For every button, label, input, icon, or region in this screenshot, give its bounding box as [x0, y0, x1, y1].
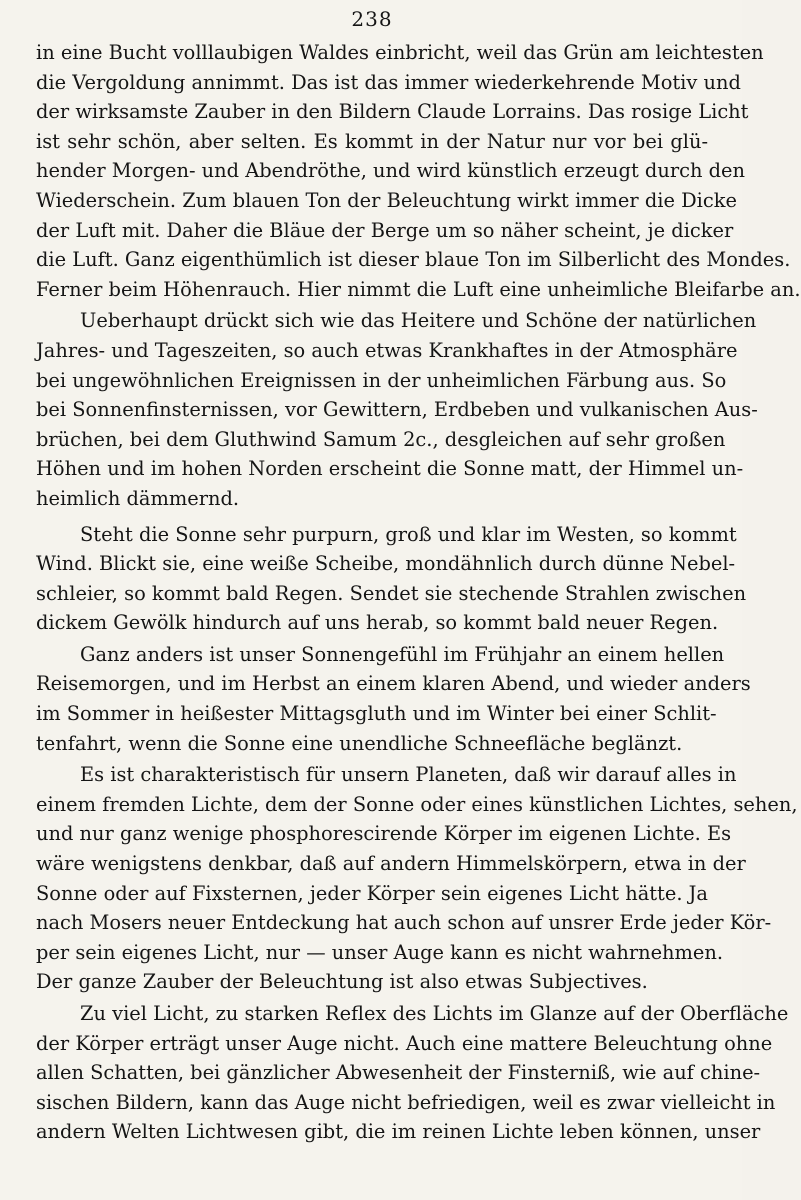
paragraph-4	[36, 640, 751, 758]
text-line: Es ist charakteristisch für unsern Planeten, daß wir darauf alles in	[80, 763, 737, 787]
text-line: Zu viel Licht, zu starken Reflex des Lichts im Glanze auf der Oberfläche	[80, 1002, 789, 1025]
text-line: der Körper erträgt unser Auge nicht. Auch eine mattere Beleuchtung ohne	[36, 1031, 773, 1055]
text-line: Jahres- und Tageszeiten, so auch etwas Krankhaftes in der Atmosphäre	[36, 338, 738, 362]
text-line: allen Schatten, bei gänzlicher Abwesenheit der Finsterniß, wie auf chine-	[36, 1061, 761, 1085]
text-line: im Sommer in heißester Mittagsgluth und im Winter bei einer Schlit-	[36, 702, 717, 726]
text-line: nach Mosers neuer Entdeckung hat auch schon auf unsrer Erde jeder Kör-	[36, 911, 772, 935]
text-line: Ueberhaupt drückt sich wie das Heitere und Schöne der natürlichen	[80, 309, 757, 333]
paragraph-6	[36, 999, 789, 1147]
text-line: sischen Bildern, kann das Auge nicht befriedigen, weil es zwar vielleicht in	[36, 1090, 776, 1114]
text-line: heimlich dämmernd.	[36, 486, 240, 510]
text-line: die Vergoldung annimmt. Das ist das immer wiederkehrende Motiv und	[36, 70, 741, 94]
text-line: der wirksamste Zauber in den Bildern Claude Lorrains. Das rosige Licht	[36, 100, 749, 124]
text-line: Steht die Sonne sehr purpurn, groß und klar im Westen, so kommt	[80, 522, 737, 546]
text-line: brüchen, bei dem Gluthwind Samum 2c., desgleichen auf sehr großen	[36, 427, 726, 451]
text-line: Reisemorgen, und im Herbst an einem klaren Abend, und wieder anders	[36, 672, 751, 696]
text-line: Wiederschein. Zum blauen Ton der Beleuchtung wirkt immer die Dicke	[36, 188, 737, 212]
text-line: und nur ganz wenige phosphorescirende Körper im eigenen Lichte. Es	[36, 822, 732, 846]
paragraph-2	[36, 306, 758, 513]
paragraph-3	[36, 520, 747, 638]
text-line: in eine Bucht volllaubigen Waldes einbricht, weil das Grün am leichtesten	[36, 41, 764, 64]
page-text	[36, 38, 801, 1147]
text-line: schleier, so kommt bald Regen. Sendet sie stechende Strahlen zwischen	[36, 581, 747, 605]
text-line: tenfahrt, wenn die Sonne eine unendliche Schneefläche beglänzt.	[36, 731, 683, 755]
text-line: Der ganze Zauber der Beleuchtung ist also etwas Subjectives.	[36, 970, 648, 994]
text-line: dickem Gewölk hindurch auf uns herab, so kommt bald neuer Regen.	[36, 611, 719, 635]
text-line: ist sehr schön, aber selten. Es kommt in der Natur nur vor bei glü-	[36, 129, 708, 153]
text-line: andern Welten Lichtwesen gibt, die im reinen Lichte leben können, unser	[36, 1120, 761, 1144]
page-number: 238	[351, 7, 393, 31]
text-line: der Luft mit. Daher die Bläue der Berge um so näher scheint, je dicker	[36, 218, 734, 242]
paragraph-5	[36, 760, 798, 997]
text-line: bei ungewöhnlichen Ereignissen in der unheimlichen Färbung aus. So	[36, 368, 727, 392]
text-line: per sein eigenes Licht, nur — unser Auge kann es nicht wahrnehmen.	[36, 940, 724, 964]
paragraph-1	[36, 38, 801, 304]
text-line: hender Morgen- und Abendröthe, und wird künstlich erzeugt durch den	[36, 159, 745, 183]
text-line: Ferner beim Höhenrauch. Hier nimmt die Luft eine unheimliche Bleifarbe an.	[36, 277, 801, 301]
text-line: Wind. Blickt sie, eine weiße Scheibe, mondähnlich durch dünne Nebel-	[36, 552, 736, 576]
text-line: bei Sonnenfinsternissen, vor Gewittern, Erdbeben und vulkanischen Aus-	[36, 398, 758, 422]
text-line: Höhen und im hohen Norden erscheint die Sonne matt, der Himmel un-	[36, 457, 744, 481]
text-line: einem fremden Lichte, dem der Sonne oder eines künstlichen Lichtes, sehen,	[36, 792, 798, 816]
text-line: wäre wenigstens denkbar, daß auf andern Himmelskörpern, etwa in der	[36, 852, 746, 876]
text-line: Sonne oder auf Fixsternen, jeder Körper sein eigenes Licht hätte. Ja	[36, 881, 708, 905]
text-line: die Luft. Ganz eigenthümlich ist dieser blaue Ton im Silberlicht des Mondes.	[36, 248, 791, 272]
text-line: Ganz anders ist unser Sonnengefühl im Frühjahr an einem hellen	[80, 642, 725, 666]
